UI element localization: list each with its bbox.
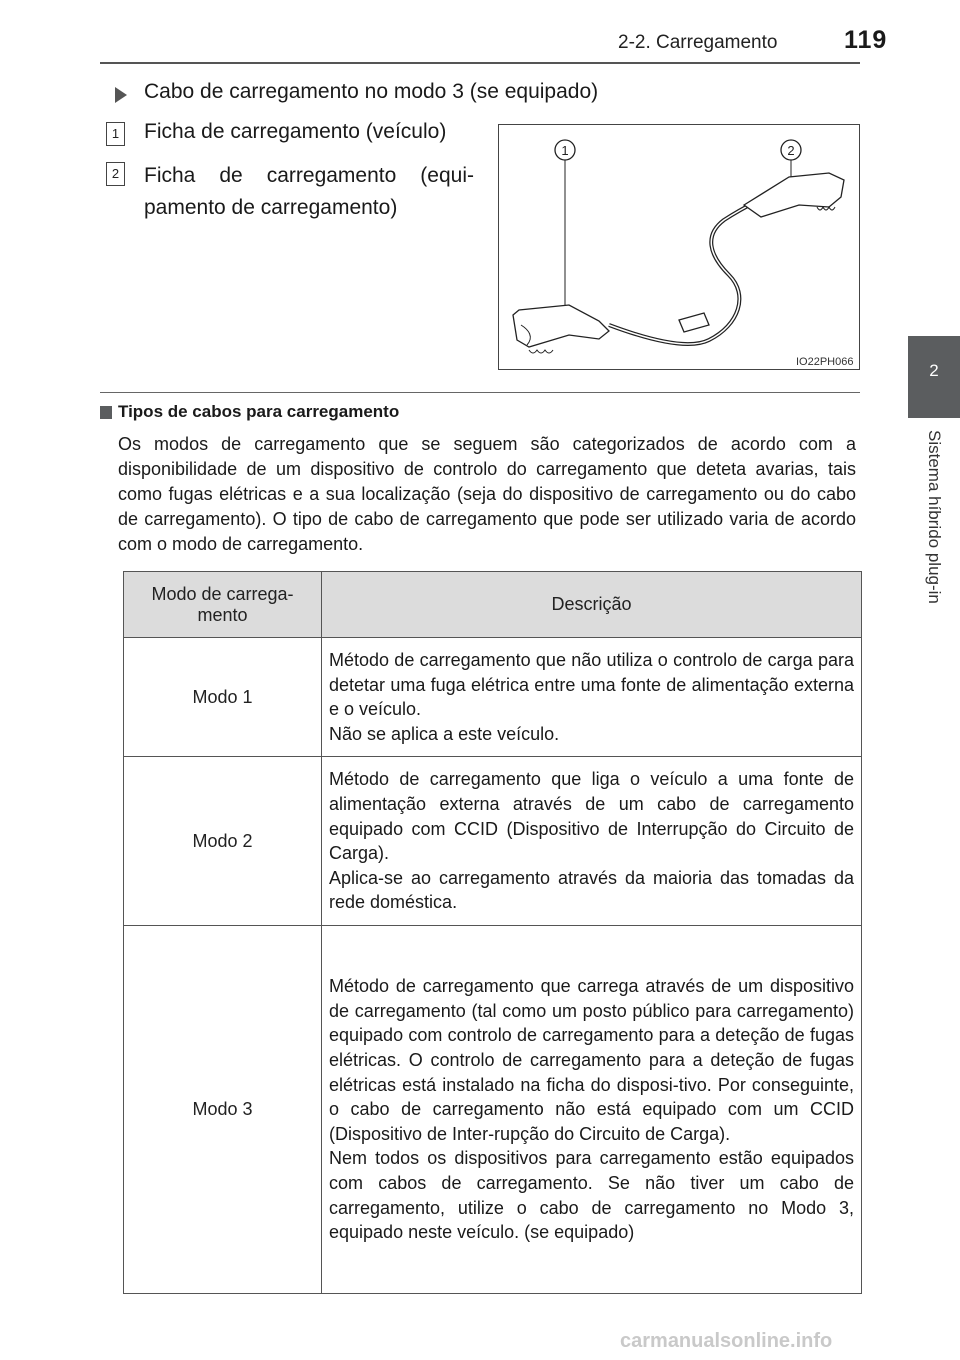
table-row <box>124 638 862 757</box>
mode-cell: Modo 1 <box>124 638 322 757</box>
mode-cell: Modo 2 <box>124 757 322 926</box>
table-row <box>124 925 862 1293</box>
callout-label-1: Ficha de carregamento (veículo) <box>144 120 447 143</box>
figure-code: IO22PH066 <box>796 356 854 368</box>
section-square-icon <box>100 406 112 419</box>
chapter-tab-title <box>908 418 960 718</box>
header-mode: Modo de carrega-mento <box>124 572 322 638</box>
table-row <box>124 757 862 926</box>
chapter-tab-number[interactable]: 2 <box>908 336 960 418</box>
section-title: Tipos de cabos para carregamento <box>118 402 400 421</box>
chapter-title-text: Sistema híbrido plug-in <box>925 430 944 604</box>
description-text: Aplica-se ao carregamento através da maioria das tomadas da rede doméstica. <box>329 867 854 913</box>
description-text: Método de carregamento que carrega através de um dispositivo de carregamento (tal como um posto público para carregamento) equipado com controlo de carregamento para a deteção de fugas elétricas. O controlo de carregamento para a deteção de fugas elétricas está instalado na ficha do disposi-tivo. Por conseguinte, o cabo de carregamento não está equipado com um CCID (Dispositivo de Inter-rupção do Circuito de Carga). <box>329 976 854 1144</box>
cable-heading: Cabo de carregamento no modo 3 (se equipado) <box>144 80 599 103</box>
section-paragraph: Os modos de carregamento que se seguem são categorizados de acordo com a disponibilidade de um dispositivo de controlo do carregamento que deteta avarias, tais como fugas elétricas e a sua localização (seja do dispositivo de carregamento ou do cabo de carregamento). O tipo de cabo de carregamento que pode ser utilizado varia de acordo com o modo de carregamento. <box>118 434 856 554</box>
description-text: Nem todos os dispositivos para carregamento estão equipados com cabos de carregamento. Se não tiver um cabo de carregamento, utilize o cabo de carregamento no Modo 3, equipado neste veículo. (se equipado) <box>329 1148 854 1243</box>
section-heading: 2-2. Carregamento <box>618 32 778 53</box>
callout-number-1: 1 <box>106 122 125 146</box>
description-cell <box>322 757 862 926</box>
description-cell <box>322 638 862 757</box>
description-text: Não se aplica a este veículo. <box>329 723 560 744</box>
page-number: 119 <box>844 26 888 54</box>
mode-cell: Modo 3 <box>124 925 322 1293</box>
table-header-row <box>124 572 862 638</box>
figure-callout-2: 2 <box>787 143 795 158</box>
charging-cable-figure <box>498 124 860 370</box>
bullet-arrow-icon <box>114 86 128 109</box>
figure-callout-1: 1 <box>561 143 569 158</box>
description-text: Método de carregamento que não utiliza o controlo de carga para detetar uma fuga elétrica entre uma fonte de alimentação externa e o veículo. <box>329 650 854 720</box>
charging-modes-table <box>123 571 862 1294</box>
watermark-text: carmanualsonline.info <box>620 1330 833 1352</box>
charging-cable-illustration <box>499 125 859 369</box>
header-description: Descrição <box>322 572 862 638</box>
callout-label-2-text: Ficha de carregamento (equi-pamento de carregamento) <box>144 164 474 219</box>
callout-label-2 <box>144 160 474 224</box>
header-divider <box>100 62 860 64</box>
section-divider <box>100 392 860 393</box>
callout-number-2: 2 <box>106 162 125 186</box>
description-cell <box>322 925 862 1293</box>
description-text: Método de carregamento que liga o veículo a uma fonte de alimentação externa através de um cabo de carregamento equipado com CCID (Dispositivo de Interrupção do Circuito de Carga). <box>329 769 854 864</box>
